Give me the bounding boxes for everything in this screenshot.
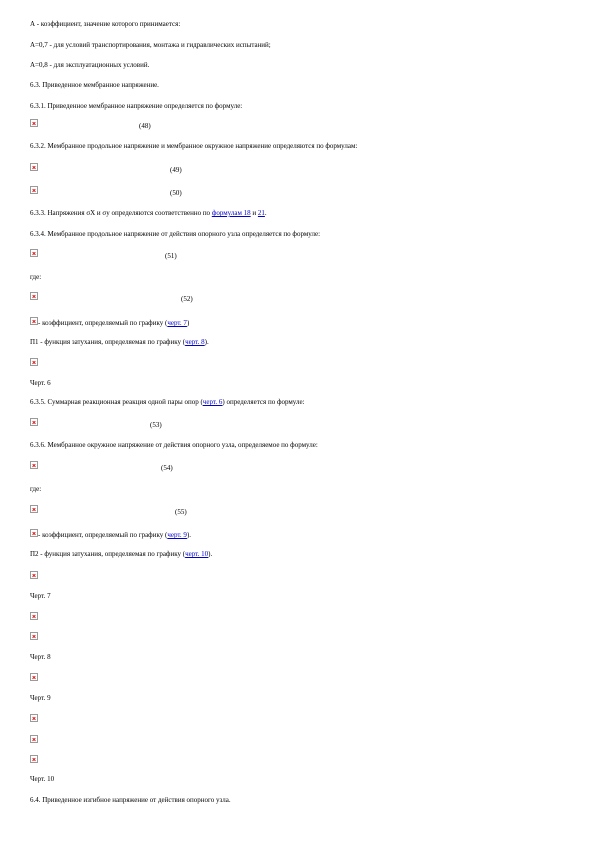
link-chart-7[interactable]: черт. 7 [167, 319, 187, 327]
figure-caption: Черт. 6 [30, 379, 51, 387]
text-line: где: [30, 485, 42, 493]
broken-image-icon [30, 529, 38, 537]
text-segment: и [250, 209, 258, 217]
link-chart-8[interactable]: черт. 8 [185, 338, 205, 346]
equation-number: (50) [170, 189, 182, 197]
text-segment: ). [208, 550, 213, 558]
broken-image-icon [30, 673, 38, 681]
broken-image-icon [30, 755, 38, 763]
broken-image-icon [30, 249, 38, 257]
equation-number: (55) [175, 508, 187, 516]
text-segment: ). [204, 338, 209, 346]
broken-image-icon [30, 186, 38, 194]
text-line [30, 209, 267, 218]
text-segment: 6.3.5. Суммарная реакционная реакция одной пары опор ( [30, 398, 203, 406]
link-formula-21[interactable]: 21 [257, 209, 265, 217]
figure-caption: Черт. 8 [30, 653, 51, 661]
text-line: 6.3.6. Мембранное окружное напряжение от действия опорного узла, определяемое по формуле: [30, 441, 318, 449]
text-line [30, 398, 305, 407]
text-line: А=0,8 - для эксплуатационных условий. [30, 61, 150, 69]
equation-number: (51) [165, 252, 177, 260]
text-line: 6.3.2. Мембранное продольное напряжение и мембранное окружное напряжение определяются по формулам: [30, 142, 358, 150]
equation-number: (53) [150, 421, 162, 429]
broken-image-icon [30, 571, 38, 579]
text-line [30, 338, 209, 347]
text-line [38, 531, 191, 540]
text-segment: Π1 - функция затухания, определяемая по графику ( [30, 338, 186, 346]
figure-caption: Черт. 7 [30, 592, 51, 600]
text-segment: 6.3.3. Напряжения σX и σy определяются соответственно по [30, 209, 212, 217]
text-line: А=0,7 - для условий транспортирования, монтажа и гидравлических испытаний; [30, 41, 271, 49]
text-segment: Π2 - функция затухания, определяемая по графику ( [30, 550, 186, 558]
text-segment: . [264, 209, 267, 217]
text-segment: - коэффициент, определяемый по графику ( [38, 531, 168, 539]
text-line: А - коэффициент, значение которого принимается: [30, 20, 181, 28]
broken-image-icon [30, 505, 38, 513]
broken-image-icon [30, 735, 38, 743]
text-line: 6.3.1. Приведенное мембранное напряжение определяется по формуле: [30, 102, 243, 110]
link-chart-9[interactable]: черт. 9 [167, 531, 187, 539]
section-heading: 6.3. Приведенное мембранное напряжение. [30, 81, 159, 89]
link-chart-6[interactable]: черт. 6 [202, 398, 223, 406]
broken-image-icon [30, 292, 38, 300]
broken-image-icon [30, 358, 38, 366]
broken-image-icon [30, 714, 38, 722]
broken-image-icon [30, 317, 38, 325]
broken-image-icon [30, 612, 38, 620]
text-line [38, 319, 189, 328]
text-line: где: [30, 273, 42, 281]
equation-number: (52) [181, 295, 193, 303]
text-line [30, 550, 212, 559]
broken-image-icon [30, 163, 38, 171]
section-heading: 6.4. Приведенное изгибное напряжение от действия опорного узла. [30, 796, 231, 804]
figure-caption: Черт. 9 [30, 694, 51, 702]
broken-image-icon [30, 461, 38, 469]
broken-image-icon [30, 632, 38, 640]
link-chart-10[interactable]: черт. 10 [185, 550, 209, 558]
text-segment: ) определяется по формуле: [222, 398, 305, 406]
broken-image-icon [30, 119, 38, 127]
text-line: 6.3.4. Мембранное продольное напряжение от действия опорного узла определяется по формуле: [30, 230, 321, 238]
text-segment: - коэффициент, определяемый по графику ( [38, 319, 168, 327]
broken-image-icon [30, 418, 38, 426]
figure-caption: Черт. 10 [30, 775, 55, 783]
text-segment: ). [186, 531, 192, 539]
link-formula-18[interactable]: формулам 18 [211, 209, 251, 217]
text-segment: ) [186, 319, 190, 327]
equation-number: (48) [139, 122, 151, 130]
equation-number: (49) [170, 166, 182, 174]
equation-number: (54) [161, 464, 173, 472]
